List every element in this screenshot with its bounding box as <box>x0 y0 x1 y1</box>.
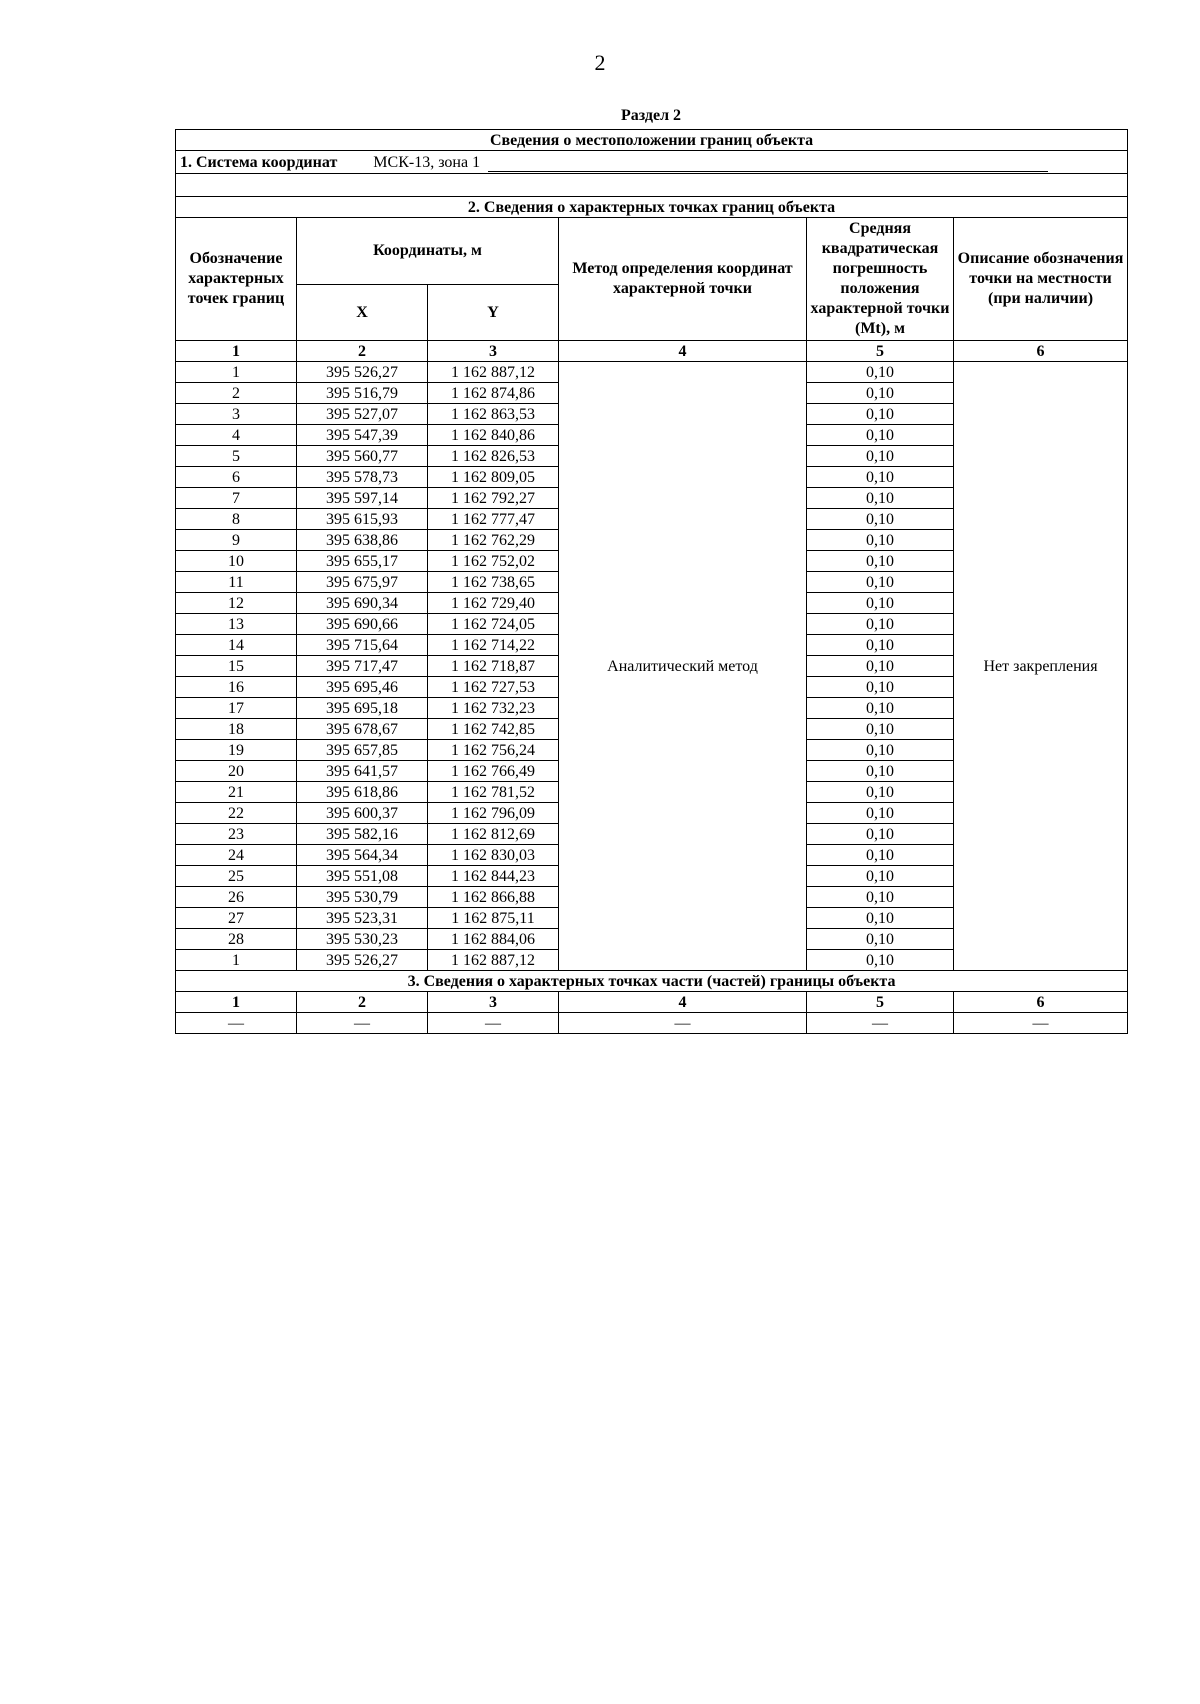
point-number: 16 <box>176 677 297 698</box>
point-mt: 0,10 <box>807 383 954 404</box>
point-mt: 0,10 <box>807 803 954 824</box>
point-number: 18 <box>176 719 297 740</box>
point-mt: 0,10 <box>807 908 954 929</box>
point-x: 395 678,67 <box>297 719 428 740</box>
point-number: 8 <box>176 509 297 530</box>
header-method: Метод определения координат характерной точки <box>559 218 807 341</box>
point-y: 1 162 809,05 <box>428 467 559 488</box>
column-number: 1 <box>176 992 297 1013</box>
point-mt: 0,10 <box>807 614 954 635</box>
point-y: 1 162 792,27 <box>428 488 559 509</box>
part-cell: — <box>297 1013 428 1034</box>
table-title: Сведения о местоположении границ объекта <box>176 130 1128 151</box>
column-number: 6 <box>954 992 1128 1013</box>
point-mt: 0,10 <box>807 404 954 425</box>
point-mt: 0,10 <box>807 782 954 803</box>
point-mt: 0,10 <box>807 446 954 467</box>
point-number: 12 <box>176 593 297 614</box>
point-x: 395 695,18 <box>297 698 428 719</box>
point-number: 5 <box>176 446 297 467</box>
point-mt: 0,10 <box>807 887 954 908</box>
point-x: 395 618,86 <box>297 782 428 803</box>
point-mt: 0,10 <box>807 698 954 719</box>
point-y: 1 162 732,23 <box>428 698 559 719</box>
point-y: 1 162 875,11 <box>428 908 559 929</box>
point-number: 14 <box>176 635 297 656</box>
part-cell: — <box>428 1013 559 1034</box>
point-number: 4 <box>176 425 297 446</box>
point-y: 1 162 796,09 <box>428 803 559 824</box>
point-number: 1 <box>176 362 297 383</box>
point-x: 395 695,46 <box>297 677 428 698</box>
point-mt: 0,10 <box>807 824 954 845</box>
points-body <box>176 362 1128 971</box>
point-x: 395 655,17 <box>297 551 428 572</box>
part-cell: — <box>954 1013 1128 1034</box>
point-x: 395 597,14 <box>297 488 428 509</box>
description-cell: Нет закрепления <box>954 362 1128 971</box>
point-y: 1 162 781,52 <box>428 782 559 803</box>
point-y: 1 162 752,02 <box>428 551 559 572</box>
point-y: 1 162 866,88 <box>428 887 559 908</box>
header-coordinates: Координаты, м <box>297 218 559 285</box>
point-number: 26 <box>176 887 297 908</box>
point-number: 17 <box>176 698 297 719</box>
point-y: 1 162 884,06 <box>428 929 559 950</box>
point-y: 1 162 738,65 <box>428 572 559 593</box>
part-cell: — <box>807 1013 954 1034</box>
point-x: 395 526,27 <box>297 950 428 971</box>
point-x: 395 530,79 <box>297 887 428 908</box>
column-number: 1 <box>176 341 297 362</box>
point-y: 1 162 727,53 <box>428 677 559 698</box>
point-mt: 0,10 <box>807 551 954 572</box>
point-y: 1 162 844,23 <box>428 866 559 887</box>
point-mt: 0,10 <box>807 677 954 698</box>
point-number: 22 <box>176 803 297 824</box>
coord-system-row <box>176 151 1128 174</box>
point-number: 13 <box>176 614 297 635</box>
column-numbers-row <box>176 341 1128 362</box>
point-y: 1 162 777,47 <box>428 509 559 530</box>
part-cell: — <box>559 1013 807 1034</box>
coord-system-value: МСК-13, зона 1 <box>373 153 481 171</box>
point-mt: 0,10 <box>807 425 954 446</box>
header-description: Описание обозначения точки на местности (при наличии) <box>954 218 1128 341</box>
point-x: 395 690,34 <box>297 593 428 614</box>
point-x: 395 638,86 <box>297 530 428 551</box>
point-x: 395 717,47 <box>297 656 428 677</box>
point-number: 7 <box>176 488 297 509</box>
column-number: 3 <box>428 992 559 1013</box>
method-cell: Аналитический метод <box>559 362 807 971</box>
point-x: 395 582,16 <box>297 824 428 845</box>
point-x: 395 578,73 <box>297 467 428 488</box>
point-mt: 0,10 <box>807 530 954 551</box>
point-mt: 0,10 <box>807 635 954 656</box>
point-mt: 0,10 <box>807 719 954 740</box>
point-number: 6 <box>176 467 297 488</box>
subsection2-title: 2. Сведения о характерных точках границ объекта <box>176 197 1128 218</box>
point-y: 1 162 887,12 <box>428 950 559 971</box>
point-number: 20 <box>176 761 297 782</box>
table-row <box>176 362 1128 383</box>
point-mt: 0,10 <box>807 740 954 761</box>
coord-system-label: 1. Система координат <box>180 153 338 171</box>
header-row-1 <box>176 218 1128 285</box>
point-y: 1 162 826,53 <box>428 446 559 467</box>
boundary-table <box>175 129 1128 1034</box>
point-number: 24 <box>176 845 297 866</box>
point-x: 395 516,79 <box>297 383 428 404</box>
point-number: 23 <box>176 824 297 845</box>
point-number: 10 <box>176 551 297 572</box>
part-row <box>176 1013 1128 1034</box>
point-y: 1 162 766,49 <box>428 761 559 782</box>
column-number: 4 <box>559 992 807 1013</box>
point-number: 11 <box>176 572 297 593</box>
point-y: 1 162 714,22 <box>428 635 559 656</box>
point-x: 395 530,23 <box>297 929 428 950</box>
point-mt: 0,10 <box>807 845 954 866</box>
part-column-numbers-row <box>176 992 1128 1013</box>
coord-system-underline <box>488 170 1048 172</box>
point-mt: 0,10 <box>807 572 954 593</box>
point-x: 395 641,57 <box>297 761 428 782</box>
point-x: 395 690,66 <box>297 614 428 635</box>
point-mt: 0,10 <box>807 656 954 677</box>
point-number: 28 <box>176 929 297 950</box>
point-number: 9 <box>176 530 297 551</box>
point-x: 395 600,37 <box>297 803 428 824</box>
point-y: 1 162 830,03 <box>428 845 559 866</box>
table-title-row <box>176 130 1128 151</box>
point-y: 1 162 812,69 <box>428 824 559 845</box>
blank-row <box>176 174 1128 197</box>
subsection3-title: 3. Сведения о характерных точках части (частей) границы объекта <box>176 971 1128 992</box>
point-number: 1 <box>176 950 297 971</box>
point-y: 1 162 724,05 <box>428 614 559 635</box>
point-y: 1 162 718,87 <box>428 656 559 677</box>
header-point-designation: Обозначение характерных точек границ <box>176 218 297 341</box>
point-mt: 0,10 <box>807 593 954 614</box>
point-mt: 0,10 <box>807 950 954 971</box>
header-accuracy: Средняя квадратическая погрешность положения характерной точки (Mt), м <box>807 218 954 341</box>
point-number: 2 <box>176 383 297 404</box>
point-x: 395 551,08 <box>297 866 428 887</box>
header-y: Y <box>428 285 559 341</box>
page-number: 2 <box>594 50 606 75</box>
point-y: 1 162 840,86 <box>428 425 559 446</box>
point-number: 15 <box>176 656 297 677</box>
point-mt: 0,10 <box>807 761 954 782</box>
point-mt: 0,10 <box>807 866 954 887</box>
point-y: 1 162 742,85 <box>428 719 559 740</box>
column-number: 2 <box>297 992 428 1013</box>
point-x: 395 615,93 <box>297 509 428 530</box>
point-x: 395 675,97 <box>297 572 428 593</box>
subsection3-title-row <box>176 971 1128 992</box>
point-mt: 0,10 <box>807 362 954 383</box>
point-number: 21 <box>176 782 297 803</box>
point-x: 395 527,07 <box>297 404 428 425</box>
point-x: 395 657,85 <box>297 740 428 761</box>
subsection2-title-row <box>176 197 1128 218</box>
column-number: 3 <box>428 341 559 362</box>
point-y: 1 162 874,86 <box>428 383 559 404</box>
point-number: 27 <box>176 908 297 929</box>
point-x: 395 523,31 <box>297 908 428 929</box>
point-mt: 0,10 <box>807 488 954 509</box>
column-number: 4 <box>559 341 807 362</box>
point-y: 1 162 887,12 <box>428 362 559 383</box>
column-number: 5 <box>807 341 954 362</box>
point-y: 1 162 863,53 <box>428 404 559 425</box>
point-number: 19 <box>176 740 297 761</box>
point-x: 395 526,27 <box>297 362 428 383</box>
point-y: 1 162 729,40 <box>428 593 559 614</box>
column-number: 5 <box>807 992 954 1013</box>
header-x: X <box>297 285 428 341</box>
part-cell: — <box>176 1013 297 1034</box>
point-x: 395 560,77 <box>297 446 428 467</box>
point-number: 3 <box>176 404 297 425</box>
section-title: Раздел 2 <box>620 107 682 124</box>
point-number: 25 <box>176 866 297 887</box>
point-x: 395 564,34 <box>297 845 428 866</box>
point-x: 395 715,64 <box>297 635 428 656</box>
point-y: 1 162 762,29 <box>428 530 559 551</box>
column-number: 2 <box>297 341 428 362</box>
point-x: 395 547,39 <box>297 425 428 446</box>
point-mt: 0,10 <box>807 467 954 488</box>
point-y: 1 162 756,24 <box>428 740 559 761</box>
column-number: 6 <box>954 341 1128 362</box>
point-mt: 0,10 <box>807 929 954 950</box>
point-mt: 0,10 <box>807 509 954 530</box>
